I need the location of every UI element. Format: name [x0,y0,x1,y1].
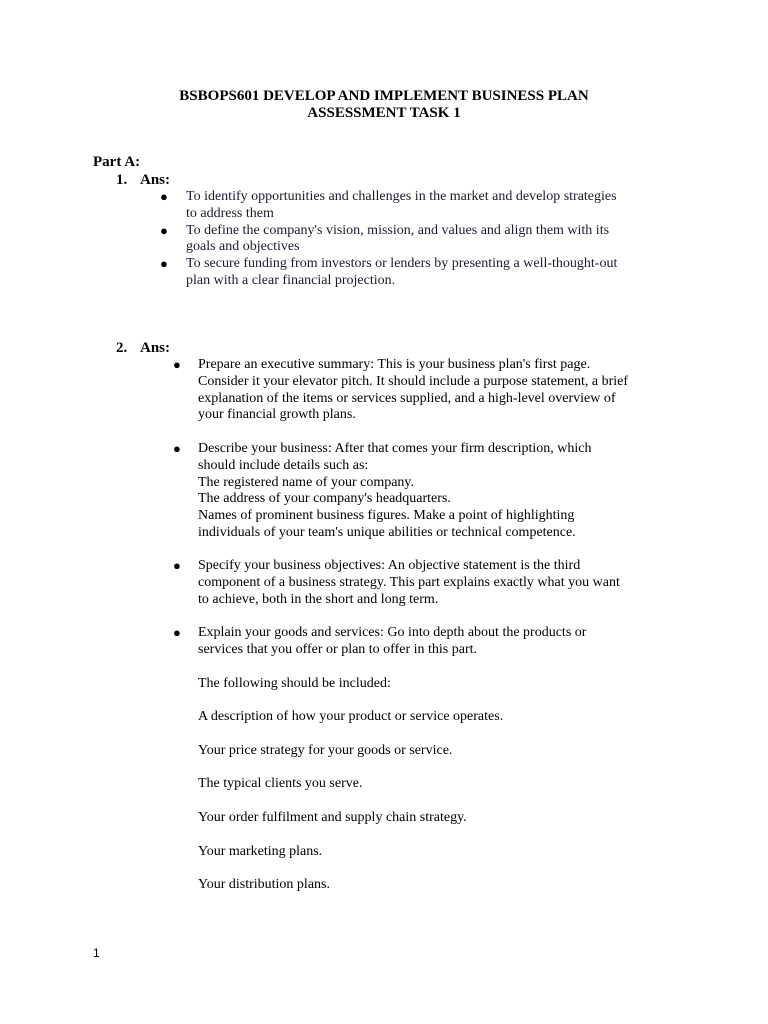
answer-label: Ans: [140,340,171,356]
bullet-icon: ● [160,256,168,272]
list-item-text: Describe your business: After that comes your firm description, which [198,441,592,456]
question-1-heading [116,172,170,189]
list-item [160,223,680,257]
list-item-text: your financial growth plans. [198,407,356,423]
list-item-text: services that you offer or plan to offer in this part. [198,641,478,657]
list-item-text: individuals of your team's unique abilities or technical competence. [198,524,576,540]
question-1-bullet-list [160,189,680,290]
list-item-text: to achieve, both in the short and long term. [198,591,439,607]
following-item: The typical clients you serve. [198,776,363,791]
list-item-text: To secure funding from investors or lenders by presenting a well-thought-out [186,256,618,272]
list-item-text: To identify opportunities and challenges in the market and develop strategies [186,189,617,204]
bullet-icon: ● [173,441,181,456]
following-item: Your price strategy for your goods or service. [198,743,453,758]
part-a-heading: Part A: [93,154,141,170]
following-intro: The following should be included: [198,676,391,691]
list-item-text: goals and objectives [186,239,300,255]
list-item-text: The address of your company's headquarters. [198,491,451,507]
following-item: Your order fulfilment and supply chain strategy. [198,810,467,825]
list-item-text: to address them [186,205,274,221]
bullet-icon: ● [173,357,181,372]
list-item [160,189,680,223]
list-item-text: To define the company's vision, mission, and values and align them with its [186,222,610,238]
list-item-text: component of a business strategy. This part explains exactly what you want [198,574,620,590]
bullet-icon: ● [160,189,168,204]
list-item-text: Explain your goods and services: Go into depth about the products or [198,625,587,640]
question-number: 2. [116,340,128,356]
list-item-text: Specify your business objectives: An objective statement is the third [198,558,581,573]
bullet-icon: ● [173,625,181,640]
list-item-text: Names of prominent business figures. Make a point of highlighting [198,508,575,524]
list-item-text: explanation of the items or services supplied, and a high-level overview of [198,390,616,406]
bullet-icon: ● [173,558,181,573]
answer-label: Ans: [140,172,171,188]
list-item [173,441,683,542]
list-item-text: Prepare an executive summary: This is your business plan's first page. [198,357,591,372]
list-item-text: The registered name of your company. [198,474,415,490]
question-2-heading [116,340,170,357]
document-title: BSBOPS601 DEVELOP AND IMPLEMENT BUSINESS PLAN [179,88,589,104]
question-number: 1. [116,172,128,188]
list-item-text: should include details such as: [198,457,369,473]
list-item [173,357,683,424]
list-item-text: Consider it your elevator pitch. It should include a purpose statement, a brief [198,373,628,389]
following-item: Your marketing plans. [198,844,323,859]
following-item: A description of how your product or service operates. [198,709,504,724]
document-subtitle: ASSESSMENT TASK 1 [307,105,461,121]
bullet-icon: ● [160,222,168,238]
list-item-text: plan with a clear financial projection. [186,272,396,288]
list-item [173,558,683,608]
page-number: 1 [93,946,100,960]
list-item [173,625,683,659]
following-item: Your distribution plans. [198,877,330,892]
list-item [160,256,680,290]
